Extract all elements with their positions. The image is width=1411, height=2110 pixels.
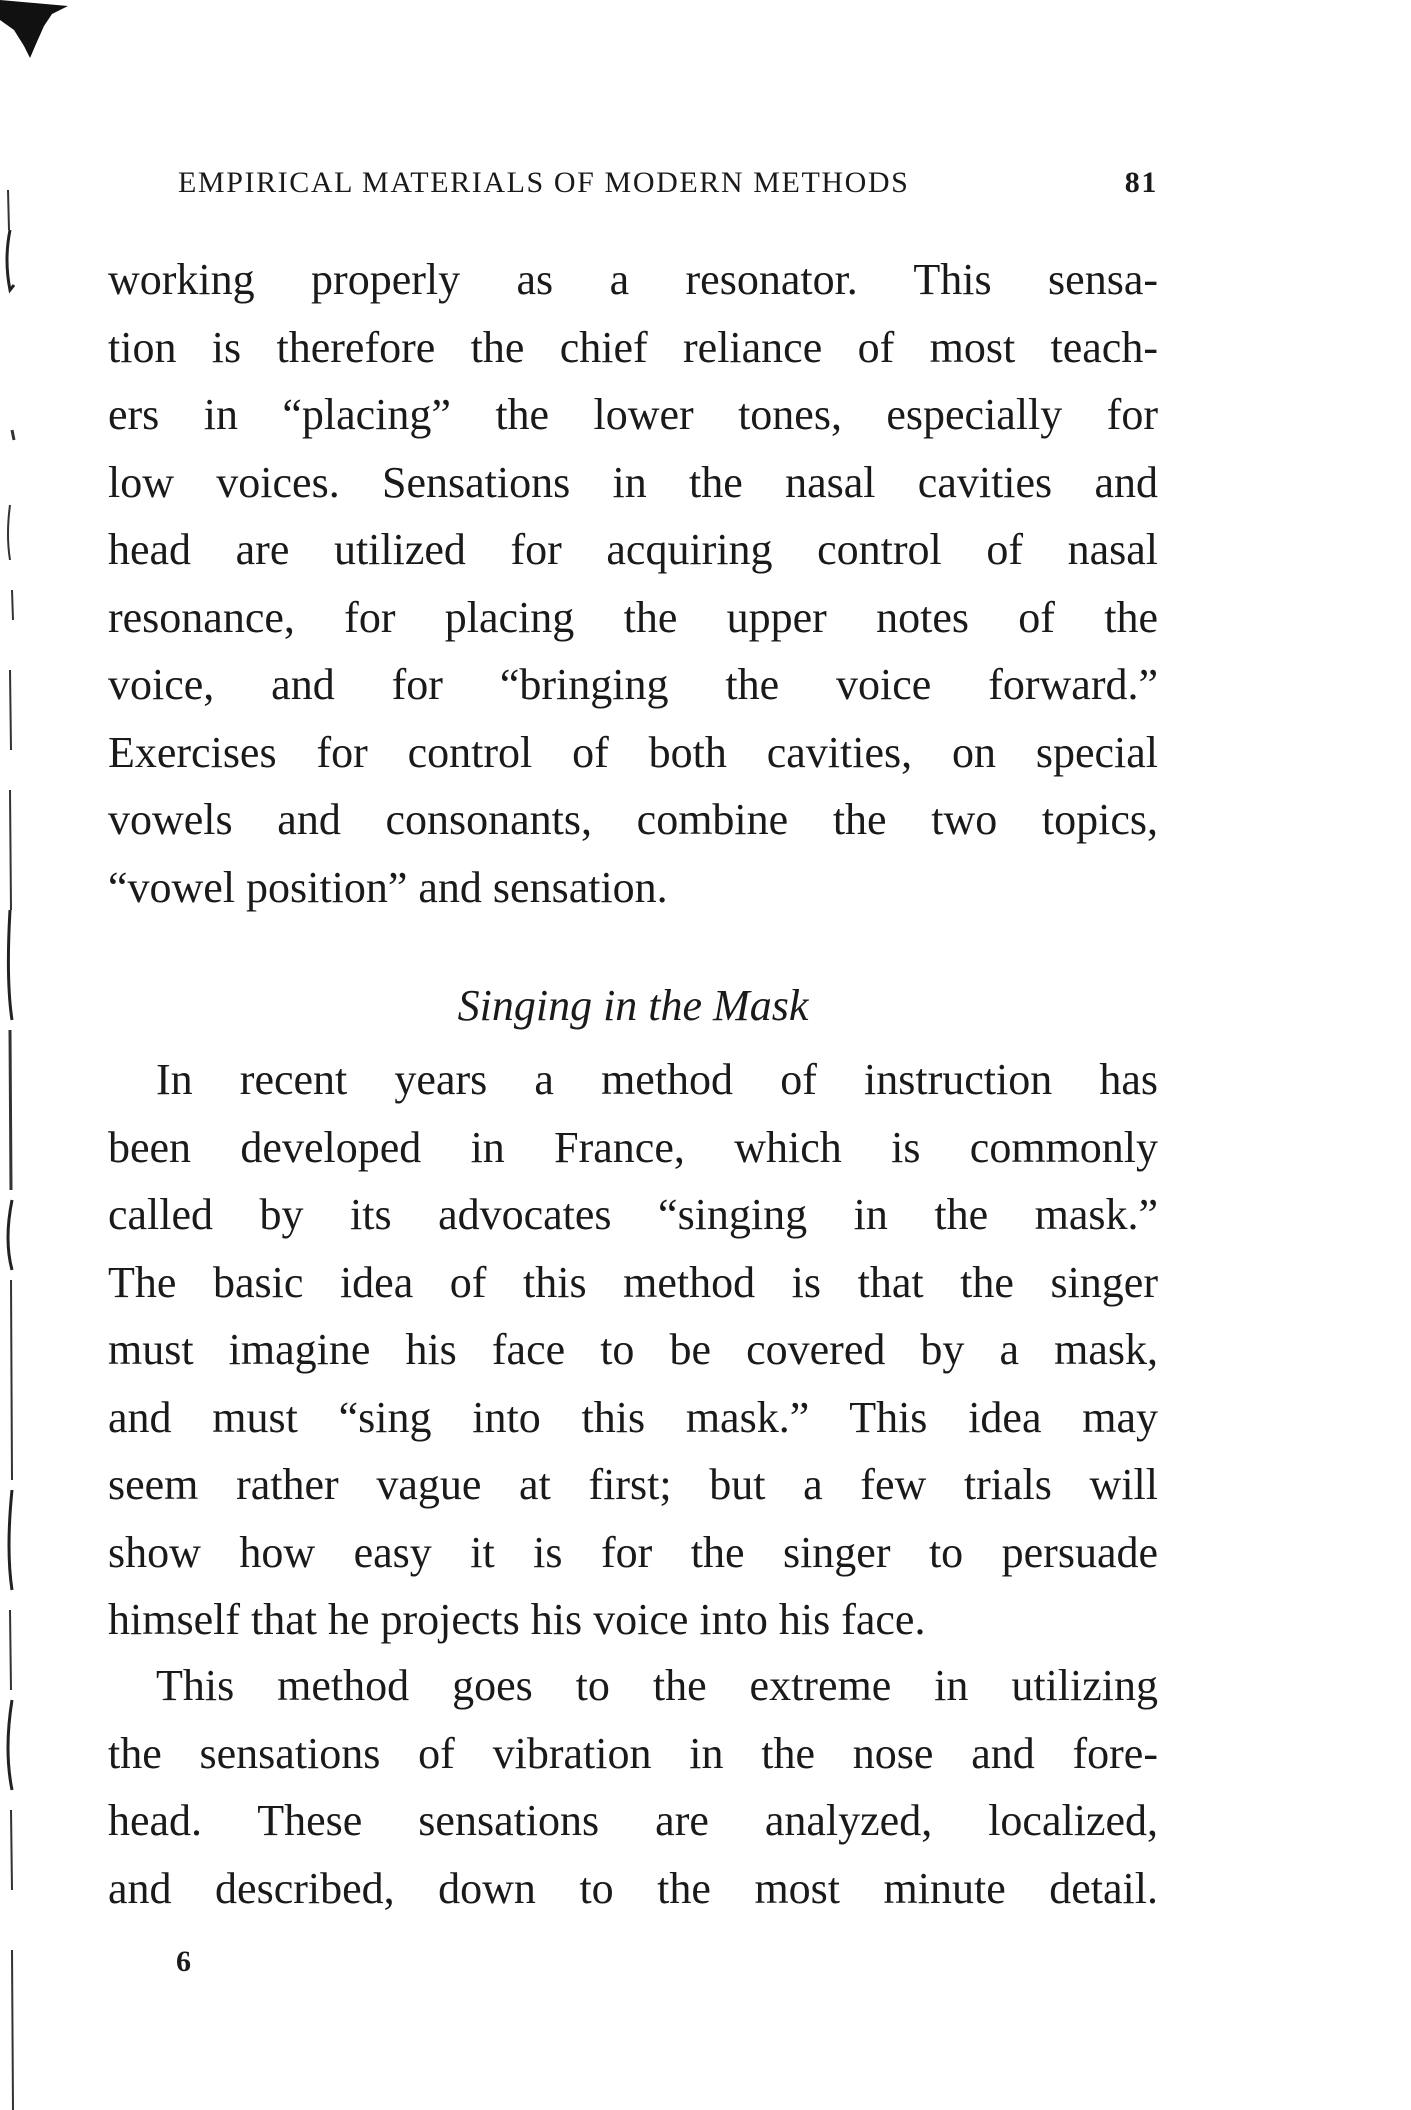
text-line: low voices. Sensations in the nasal cavities and [108, 457, 1158, 507]
signature-mark: 6 [176, 1945, 191, 1978]
corner-ink-mark [0, 0, 70, 70]
text-line: the sensations of vibration in the nose and fore- [108, 1728, 1158, 1778]
running-head-title: EMPIRICAL MATERIALS OF MODERN METHODS [178, 166, 910, 199]
text-line: called by its advocates “singing in the mask.” [108, 1190, 1158, 1239]
text-line: and must “sing into this mask.” This idea may [108, 1392, 1158, 1442]
text-line: head. These sensations are analyzed, localized, [108, 1796, 1158, 1845]
text-line: resonance, for placing the upper notes of the [108, 592, 1158, 642]
text-line: This method goes to the extreme in utilizing [156, 1661, 1158, 1710]
section-heading: Singing in the Mask [457, 981, 809, 1030]
running-head [178, 166, 1158, 206]
page-number: 81 [1124, 166, 1158, 199]
text-line: ers in “placing” the lower tones, especially for [108, 390, 1158, 439]
text-line: The basic idea of this method is that the singer [108, 1257, 1158, 1307]
text-line: voice, and for “bringing the voice forward.” [108, 660, 1158, 709]
text-line: vowels and consonants, combine the two topics, [108, 795, 1158, 844]
text-line: working properly as a resonator. This sensa- [108, 255, 1158, 304]
text-line: been developed in France, which is commonly [108, 1122, 1158, 1172]
paragraph-2 [108, 1046, 1158, 1654]
text-line: seem rather vague at first; but a few trials will [108, 1460, 1158, 1509]
text-line: head are utilized for acquiring control of nasal [108, 525, 1158, 574]
text-line: Exercises for control of both cavities, on special [108, 727, 1158, 777]
binding-gutter-marks [0, 190, 40, 2110]
text-line: show how easy it is for the singer to persuade [108, 1527, 1158, 1577]
paragraph-3 [108, 1652, 1158, 1922]
paragraph-1 [108, 246, 1158, 921]
text-line: must imagine his face to be covered by a mask, [108, 1325, 1158, 1374]
text-line: and described, down to the most minute detail. [108, 1863, 1158, 1913]
text-line: “vowel position” and sensation. [108, 862, 668, 912]
text-line: himself that he projects his voice into his face. [108, 1595, 926, 1644]
text-line: tion is therefore the chief reliance of most teach- [108, 322, 1158, 372]
text-line: In recent years a method of instruction has [156, 1055, 1158, 1104]
